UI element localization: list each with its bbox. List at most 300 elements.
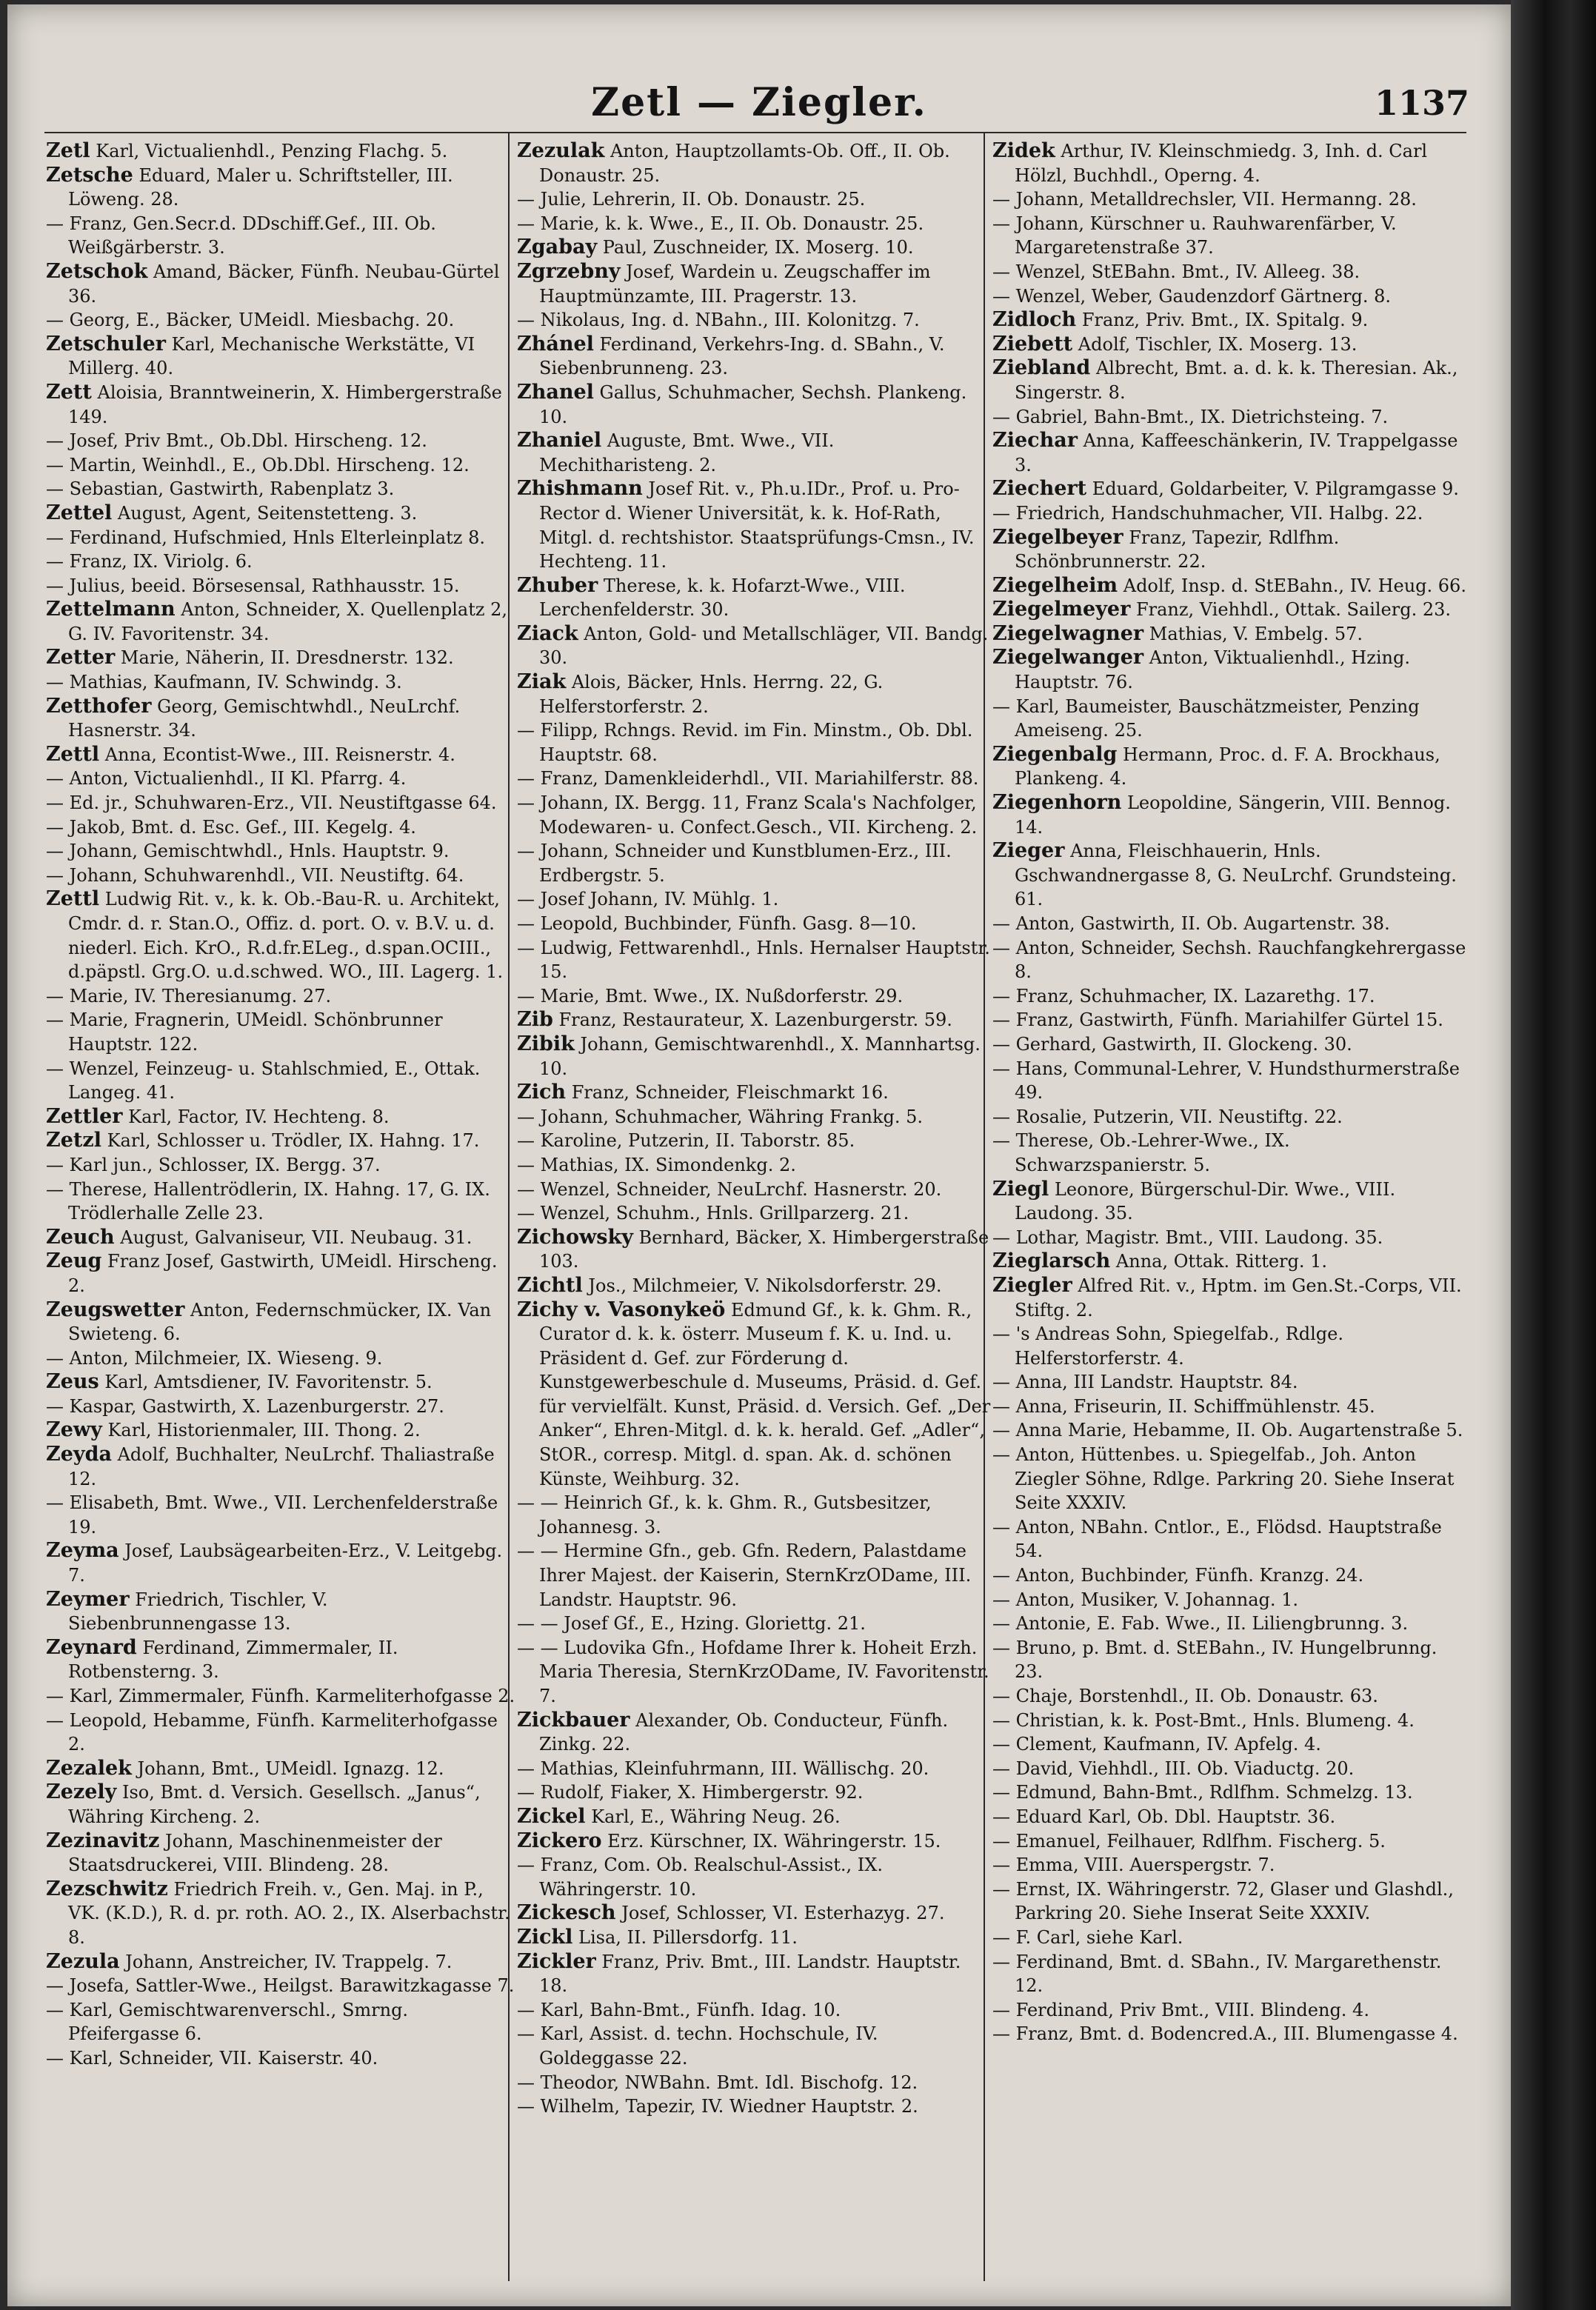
directory-entry xyxy=(992,1057,1466,1105)
entry-text: — Christian, k. k. Post-Bmt., Hnls. Blumeng. 4. xyxy=(992,1709,1415,1731)
directory-entry xyxy=(517,1780,991,1805)
entry-surname: Zickler xyxy=(517,1949,596,1973)
entry-text: — Sebastian, Gastwirth, Rabenplatz 3. xyxy=(46,478,395,500)
entry-text: — Leopold, Buchbinder, Fünfh. Gasg. 8—10. xyxy=(517,913,917,934)
entry-surname: Zidloch xyxy=(992,308,1077,332)
entry-text: — Emanuel, Feilhauer, Rdlfhm. Fischerg. 5. xyxy=(992,1830,1386,1852)
entry-text: — Anna Marie, Hebamme, II. Ob. Augartenstraße 5. xyxy=(992,1420,1463,1441)
entry-text: — Wenzel, Feinzeug- u. Stahlschmied, E., Ottak. Langeg. 41. xyxy=(46,1058,481,1104)
column-middle xyxy=(517,139,991,2287)
entry-surname: Zeymer xyxy=(46,1587,130,1611)
entry-text: — Bruno, p. Bmt. d. StEBahn., IV. Hungelbrunng. 23. xyxy=(992,1637,1438,1683)
directory-entry xyxy=(992,1370,1466,1395)
directory-entry xyxy=(46,1395,520,1419)
entry-text: Anna, Econtist-Wwe., III. Reisnerstr. 4. xyxy=(104,744,455,765)
entry-surname: Zewy xyxy=(46,1418,102,1442)
entry-text: — Julius, beeid. Börsesensal, Rathhausstr. 15. xyxy=(46,575,460,596)
entry-surname: Zeugswetter xyxy=(46,1298,185,1321)
entry-text: — Gerhard, Gastwirth, II. Glockeng. 30. xyxy=(992,1033,1352,1055)
entry-text: — Johann, Schuhwarenhdl., VII. Neustiftg. 64. xyxy=(46,864,464,886)
directory-entry xyxy=(992,1612,1466,1636)
entry-text: Johann, Bmt., UMeidl. Ignazg. 12. xyxy=(137,1757,444,1779)
entry-surname: Zich xyxy=(517,1081,567,1104)
entry-text: Leonore, Bürgerschul-Dir. Wwe., VIII. Laudong. 35. xyxy=(1015,1178,1396,1224)
entry-text: Ferdinand, Zimmermaler, II. Rotbensterng. 3. xyxy=(68,1637,398,1683)
entry-text: Karl, Factor, IV. Hechteng. 8. xyxy=(128,1106,390,1127)
entry-text: — — Heinrich Gf., k. k. Ghm. R., Gutsbesitzer, Johannesg. 3. xyxy=(517,1492,932,1538)
entry-text: — Franz, Damenkleiderhdl., VII. Mariahilferstr. 88. xyxy=(517,768,979,790)
directory-entry xyxy=(46,815,520,840)
entry-text: — Emma, VIII. Auerspergstr. 7. xyxy=(992,1855,1275,1876)
directory-entry xyxy=(517,1805,991,1829)
entry-surname: Zeus xyxy=(46,1370,99,1394)
directory-entry xyxy=(46,550,520,574)
entry-text: Eduard, Maler u. Schriftsteller, III. Löweng. 28. xyxy=(68,164,453,210)
entry-text: — Mathias, Kleinfuhrmann, III. Wällischg. 20. xyxy=(517,1757,929,1779)
entry-surname: Ziegelwanger xyxy=(992,646,1144,670)
entry-surname: Zidek xyxy=(992,139,1055,162)
entry-text: — Ludwig, Fettwarenhdl., Hnls. Hernalser Hauptstr. 15. xyxy=(517,937,990,983)
entry-text: — Johann, IX. Bergg. 11, Franz Scala's Nachfolger, Modewaren- u. Confect.Gesch., VII. Kircheng. 2. xyxy=(517,792,978,838)
directory-entry xyxy=(517,1105,991,1129)
directory-entry xyxy=(992,695,1466,743)
entry-text: Therese, k. k. Hofarzt-Wwe., VIII. Lerchenfelderstr. 30. xyxy=(539,575,906,621)
entry-text: — Ed. jr., Schuhwaren-Erz., VII. Neustiftgasse 64. xyxy=(46,792,497,814)
entry-text: Edmund Gf., k. k. Ghm. R., Curator d. k. k. österr. Museum f. K. u. Ind. u. Präsident d. Gef. zur Förderung d. Kunstgewerbeschule d. Museums, Präsid. d. Gef. für vervielfält. Kunst, Präsid. d. Versich. Gef. „Der Anker“, Ehren-Mitgl. d. k. k. herald. Gef. „Adler“, StOR., corresp. Mitgl. d. span. Ak. d. schönen Künste, Weihburg. 32. xyxy=(539,1299,991,1489)
entry-surname: Zetthofer xyxy=(46,694,152,718)
entry-text: — Theodor, NWBahn. Bmt. Idl. Bischofg. 12. xyxy=(517,2072,918,2093)
directory-entry xyxy=(517,1201,991,1226)
entry-text: — F. Carl, siehe Karl. xyxy=(992,1926,1183,1948)
directory-entry xyxy=(517,1853,991,1901)
entry-surname: Zettl xyxy=(46,887,100,911)
directory-entry xyxy=(992,1757,1466,1781)
directory-entry xyxy=(517,622,991,670)
entry-text: — Marie, k. k. Wwe., E., II. Ob. Donaustr. 25. xyxy=(517,213,924,234)
entry-text: — — Hermine Gfn., geb. Gfn. Redern, Palastdame Ihrer Majest. der Kaiserin, SternKrzODame, III. Landstr. Hauptstr. 96. xyxy=(517,1540,972,1610)
directory-entry xyxy=(517,260,991,308)
entry-text: — Rudolf, Fiaker, X. Himbergerstr. 92. xyxy=(517,1782,864,1803)
directory-entry xyxy=(46,1709,520,1757)
entry-surname: Zgrzebny xyxy=(517,259,621,283)
entry-text: — Jakob, Bmt. d. Esc. Gef., III. Kegelg. 4. xyxy=(46,816,416,838)
entry-text: — Hans, Communal-Lehrer, V. Hundsthurmerstraße 49. xyxy=(992,1058,1460,1104)
directory-entry xyxy=(46,501,520,526)
directory-entry xyxy=(992,1226,1466,1250)
directory-entry xyxy=(992,1588,1466,1612)
directory-entry xyxy=(992,1829,1466,1854)
entry-text: Anton, Federnschmücker, IX. Van Swieteng. 6. xyxy=(68,1299,492,1345)
directory-entry xyxy=(46,2046,520,2071)
directory-entry xyxy=(992,984,1466,1009)
directory-entry xyxy=(992,284,1466,309)
directory-entry xyxy=(992,1178,1466,1226)
entry-text: Gallus, Schuhmacher, Sechsh. Plankeng. 10. xyxy=(539,381,967,427)
directory-entry xyxy=(46,164,520,212)
entry-text: — Martin, Weinhdl., E., Ob.Dbl. Hirscheng. 12. xyxy=(46,454,470,475)
directory-entry xyxy=(46,1491,520,1539)
entry-text: Erz. Kürschner, IX. Währingerstr. 15. xyxy=(607,1830,941,1852)
directory-entry xyxy=(46,1370,520,1395)
directory-entry xyxy=(46,1178,520,1226)
entry-text: Hermann, Proc. d. F. A. Brockhaus, Plankeng. 4. xyxy=(1015,744,1440,790)
directory-entry xyxy=(46,1877,520,1950)
entry-text: Franz, Viehhdl., Ottak. Sailerg. 23. xyxy=(1135,599,1452,621)
entry-text: — Mathias, IX. Simondenkg. 2. xyxy=(517,1154,796,1175)
directory-entry xyxy=(517,1008,991,1032)
page-header xyxy=(7,74,1511,133)
directory-entry xyxy=(992,260,1466,284)
entry-text: — Leopold, Hebamme, Fünfh. Karmeliterhofgasse 2. xyxy=(46,1709,498,1755)
entry-surname: Zezschwitz xyxy=(46,1877,168,1900)
entry-surname: Zhishmann xyxy=(517,477,643,501)
directory-entry xyxy=(517,1926,991,1950)
entry-surname: Zeyda xyxy=(46,1443,112,1466)
entry-surname: Zeynard xyxy=(46,1635,137,1659)
entry-text: Mathias, V. Embelg. 57. xyxy=(1149,623,1363,644)
directory-entry xyxy=(46,1998,520,2046)
entry-text: Karl, Mechanische Werkstätte, VI Millerg. 40. xyxy=(68,333,475,379)
directory-entry xyxy=(46,1780,520,1829)
entry-surname: Zezinavitz xyxy=(46,1829,160,1852)
directory-entry xyxy=(517,1829,991,1854)
entry-text: Adolf, Insp. d. StEBahn., IV. Heug. 66. xyxy=(1123,575,1466,596)
entry-text: Bernhard, Bäcker, X. Himbergerstraße 103. xyxy=(539,1226,989,1272)
entry-text: Aloisia, Branntweinerin, X. Himbergerstraße 149. xyxy=(68,381,502,427)
entry-surname: Zetschuler xyxy=(46,332,166,355)
entry-surname: Ziechert xyxy=(992,477,1087,501)
entry-text: Paul, Zuschneider, IX. Moserg. 10. xyxy=(602,237,914,258)
entry-text: — Wilhelm, Tapezir, IV. Wiedner Hauptstr. 2. xyxy=(517,2096,918,2117)
directory-entry xyxy=(517,1950,991,1998)
entry-text: Anna, Ottak. Ritterg. 1. xyxy=(1115,1251,1328,1272)
entry-surname: Zezulak xyxy=(517,139,605,162)
entry-text: — Karl, Gemischtwarenverschl., Smrng. Pfeifergasse 6. xyxy=(46,1999,409,2045)
entry-surname: Ziegenhorn xyxy=(992,791,1122,815)
entry-text: — Johann, Schuhmacher, Währing Frankg. 5. xyxy=(517,1106,924,1127)
entry-text: Marie, Näherin, II. Dresdnerstr. 132. xyxy=(120,647,454,669)
entry-text: — Anna, III Landstr. Hauptstr. 84. xyxy=(992,1372,1298,1393)
entry-surname: Zett xyxy=(46,380,92,404)
directory-entry xyxy=(992,1515,1466,1563)
directory-entry xyxy=(517,1298,991,1492)
directory-entry xyxy=(46,1636,520,1684)
entry-surname: Ziechar xyxy=(992,429,1078,453)
entry-text: Karl, Amtsdiener, IV. Favoritenstr. 5. xyxy=(104,1372,433,1393)
directory-entry xyxy=(517,1709,991,1757)
directory-entry xyxy=(46,1443,520,1491)
directory-entry xyxy=(992,526,1466,574)
entry-surname: Ziegenbalg xyxy=(992,742,1118,766)
entry-text: — David, Viehhdl., III. Ob. Viaductg. 20. xyxy=(992,1757,1355,1779)
directory-entry xyxy=(517,1129,991,1153)
directory-entry xyxy=(992,1563,1466,1588)
page-number: 1137 xyxy=(1374,83,1469,123)
entry-text: Josef, Schlosser, VI. Esterhazyg. 27. xyxy=(621,1903,945,1924)
entry-surname: Ziegler xyxy=(992,1273,1072,1297)
entry-text: Eduard, Goldarbeiter, V. Pilgramgasse 9. xyxy=(1092,478,1459,500)
directory-entry xyxy=(517,1901,991,1926)
directory-entry xyxy=(992,912,1466,936)
directory-entry xyxy=(46,1539,520,1587)
entry-surname: Zeuch xyxy=(46,1225,115,1249)
directory-entry xyxy=(517,2094,991,2119)
entry-surname: Zettler xyxy=(46,1104,123,1128)
book-spine xyxy=(1511,0,1596,2310)
directory-entry xyxy=(517,477,991,573)
directory-entry xyxy=(992,1780,1466,1805)
directory-entry xyxy=(517,1274,991,1298)
entry-text: Anton, Hauptzollamts-Ob. Off., II. Ob. Donaustr. 25. xyxy=(539,141,950,186)
entry-text: — Ferdinand, Hufschmied, Hnls Elterleinplatz 8. xyxy=(46,527,485,548)
directory-entry xyxy=(46,1588,520,1636)
entry-text: — Ernst, IX. Währingerstr. 72, Glaser und Glashdl., Parkring 20. Siehe Inserat Seite XXXIV. xyxy=(992,1878,1454,1924)
entry-text: — Ferdinand, Priv Bmt., VIII. Blindeng. 4. xyxy=(992,1999,1369,2020)
directory-entry xyxy=(992,1032,1466,1057)
directory-entry xyxy=(992,1998,1466,2023)
entry-text: — Karl, Baumeister, Bauschätzmeister, Penzing Ameiseng. 25. xyxy=(992,695,1420,741)
entry-surname: Zeyma xyxy=(46,1539,119,1563)
entry-text: — — Josef Gf., E., Hzing. Gloriettg. 21. xyxy=(517,1613,866,1635)
directory-entry xyxy=(46,574,520,598)
entry-text: — Wenzel, StEBahn. Bmt., IV. Alleeg. 38. xyxy=(992,261,1360,282)
entry-surname: Zhaniel xyxy=(517,429,602,453)
directory-entry xyxy=(46,333,520,381)
directory-entry xyxy=(46,1757,520,1781)
entry-surname: Zetzl xyxy=(46,1129,101,1152)
entry-text: Anna, Fleischhauerin, Hnls. Gschwandnergasse 8, G. NeuLrchf. Grundsteing. 61. xyxy=(1015,841,1457,910)
directory-entry xyxy=(517,887,991,912)
directory-entry xyxy=(992,1926,1466,1950)
directory-entry xyxy=(46,864,520,888)
entry-text: — Julie, Lehrerin, II. Ob. Donaustr. 25. xyxy=(517,189,866,210)
entry-text: — Therese, Ob.-Lehrer-Wwe., IX. Schwarzspanierstr. 5. xyxy=(992,1130,1290,1175)
directory-entry xyxy=(46,646,520,670)
entry-text: Anna, Kaffeeschänkerin, IV. Trappelgasse 3. xyxy=(1015,430,1458,475)
entry-surname: Ziebett xyxy=(992,332,1073,355)
directory-entry xyxy=(517,1491,991,1539)
directory-entry xyxy=(992,1008,1466,1032)
entry-text: — Karl, Zimmermaler, Fünfh. Karmeliterhofgasse 2. xyxy=(46,1686,515,1706)
directory-entry xyxy=(46,1298,520,1346)
directory-entry xyxy=(992,1129,1466,1177)
directory-entry xyxy=(46,1950,520,1974)
entry-text: — Franz, Com. Ob. Realschul-Assist., IX. Währingerstr. 10. xyxy=(517,1855,883,1900)
directory-entry xyxy=(517,333,991,381)
entry-text: Franz, Tapezir, Rdlfhm. Schönbrunnerstr. 22. xyxy=(1015,527,1340,573)
entry-surname: Zeug xyxy=(46,1249,102,1273)
directory-entry xyxy=(992,622,1466,647)
entry-surname: Zichy v. Vasonykeö xyxy=(517,1298,726,1321)
directory-entry xyxy=(992,212,1466,260)
directory-entry xyxy=(517,139,991,187)
directory-entry xyxy=(46,1829,520,1877)
entry-surname: Zickel xyxy=(517,1804,586,1828)
column-left xyxy=(46,139,520,2287)
directory-entry xyxy=(517,2022,991,2070)
directory-entry xyxy=(46,212,520,260)
directory-entry xyxy=(46,1129,520,1153)
directory-entry xyxy=(46,1249,520,1298)
entry-text: — Josef Johann, IV. Mühlg. 1. xyxy=(517,889,779,910)
directory-entry xyxy=(46,1153,520,1178)
entry-text: — Karl, Schneider, VII. Kaiserstr. 40. xyxy=(46,2047,378,2069)
entry-text: — Franz, Gastwirth, Fünfh. Mariahilfer Gürtel 15. xyxy=(992,1009,1443,1031)
directory-entry xyxy=(992,501,1466,526)
directory-entry xyxy=(46,1418,520,1443)
entry-surname: Zettel xyxy=(46,501,113,524)
entry-text: — Kaspar, Gastwirth, X. Lazenburgerstr. 27. xyxy=(46,1395,444,1417)
directory-entry xyxy=(517,1998,991,2023)
entry-text: Alois, Bäcker, Hnls. Herrng. 22, G. Helferstorferstr. 2. xyxy=(539,672,884,717)
entry-text: — Wenzel, Schuhm., Hnls. Grillparzerg. 21. xyxy=(517,1203,909,1224)
entry-text: Ferdinand, Verkehrs-Ing. d. SBahn., V. Siebenbrunneng. 23. xyxy=(539,333,945,379)
entry-surname: Zhanel xyxy=(517,380,594,404)
entry-surname: Zieger xyxy=(992,839,1065,863)
directory-entry xyxy=(517,212,991,236)
directory-entry xyxy=(46,308,520,333)
directory-entry xyxy=(517,791,991,839)
entry-text: — Lothar, Magistr. Bmt., VIII. Laudong. 35. xyxy=(992,1226,1383,1248)
directory-entry xyxy=(992,1249,1466,1274)
entry-text: Auguste, Bmt. Wwe., VII. Mechitharisteng. 2. xyxy=(539,430,835,475)
directory-entry xyxy=(517,187,991,212)
directory-entry xyxy=(992,308,1466,333)
directory-entry xyxy=(517,670,991,718)
entry-text: — Franz, IX. Viriolg. 6. xyxy=(46,551,253,573)
entry-text: — Franz, Gen.Secr.d. DDschiff.Gef., III. Ob. Weißgärberstr. 3. xyxy=(46,213,436,258)
directory-entry xyxy=(46,1008,520,1056)
entry-text: — Josefa, Sattler-Wwe., Heilgst. Barawitzkagasse 7. xyxy=(46,1975,515,1997)
entry-text: — Friedrich, Handschuhmacher, VII. Halbg. 22. xyxy=(992,502,1423,524)
entry-text: — Therese, Hallentrödlerin, IX. Hahng. 17, G. IX. Trödlerhalle Zelle 23. xyxy=(46,1178,490,1224)
entry-text: — Anton, NBahn. Cntlor., E., Flödsd. Hauptstraße 54. xyxy=(992,1516,1442,1562)
entry-text: Franz, Restaurateur, X. Lazenburgerstr. 59. xyxy=(558,1009,952,1031)
entry-text: Josef Rit. v., Ph.u.IDr., Prof. u. Pro-Rector d. Wiener Universität, k. k. Hof-Rath, Mitgl. d. rechtshistor. Staatsprüfungs-Cmsn., IV. Hechteng. 11. xyxy=(539,478,975,573)
header-rule xyxy=(44,132,1466,133)
directory-entry xyxy=(46,1105,520,1129)
entry-surname: Zezely xyxy=(46,1780,117,1804)
entry-text: August, Agent, Seitenstetteng. 3. xyxy=(117,502,418,524)
directory-entry xyxy=(992,646,1466,694)
directory-entry xyxy=(992,1709,1466,1733)
directory-entry xyxy=(46,1974,520,1998)
directory-entry xyxy=(992,839,1466,912)
entry-text: — Marie, IV. Theresianumg. 27. xyxy=(46,985,332,1007)
directory-entry xyxy=(992,743,1466,791)
directory-entry xyxy=(46,695,520,743)
entry-surname: Zichtl xyxy=(517,1273,583,1297)
directory-entry xyxy=(517,1081,991,1105)
entry-text: Franz, Priv. Bmt., III. Landstr. Hauptstr. 18. xyxy=(539,1951,961,1997)
directory-entry xyxy=(517,1178,991,1202)
entry-text: — Anna, Friseurin, II. Schiffmühlenstr. 45. xyxy=(992,1395,1375,1417)
entry-text: — Wenzel, Weber, Gaudenzdorf Gärtnerg. 8. xyxy=(992,285,1392,307)
entry-text: — Elisabeth, Bmt. Wwe., VII. Lerchenfelderstraße 19. xyxy=(46,1492,498,1538)
entry-surname: Zetschok xyxy=(46,259,148,283)
entry-text: — Karl jun., Schlosser, IX. Bergg. 37. xyxy=(46,1154,381,1175)
entry-text: Franz Josef, Gastwirth, UMeidl. Hirscheng. 2. xyxy=(68,1251,498,1296)
directory-entry xyxy=(517,1757,991,1781)
directory-entry xyxy=(992,1322,1466,1370)
entry-text: — — Ludovika Gfn., Hofdame Ihrer k. Hoheit Erzh. Maria Theresia, SternKrzODame, IV. Favoritenstr. 7. xyxy=(517,1637,989,1706)
entry-text: — Filipp, Rchngs. Revid. im Fin. Minstm., Ob. Dbl. Hauptstr. 68. xyxy=(517,720,973,765)
directory-entry xyxy=(992,187,1466,212)
directory-entry xyxy=(992,1443,1466,1515)
entry-text: — Anton, Hüttenbes. u. Spiegelfab., Joh. Anton Ziegler Söhne, Rdlge. Parkring 20. Siehe Inserat Seite XXXIV. xyxy=(992,1444,1455,1514)
directory-entry xyxy=(46,984,520,1009)
page-title: Zetl — Ziegler. xyxy=(591,80,927,125)
directory-entry xyxy=(517,718,991,767)
entry-surname: Ziegl xyxy=(992,1177,1049,1201)
entry-surname: Zickbauer xyxy=(517,1708,630,1732)
entry-text: — Marie, Bmt. Wwe., IX. Nußdorferstr. 29. xyxy=(517,985,904,1007)
entry-text: — Franz, Schuhmacher, IX. Lazarethg. 17. xyxy=(992,985,1375,1007)
entry-text: — Eduard Karl, Ob. Dbl. Hauptstr. 36. xyxy=(992,1806,1336,1827)
entry-surname: Zetl xyxy=(46,139,90,162)
directory-entry xyxy=(992,405,1466,430)
entry-text: Leopoldine, Sängerin, VIII. Bennog. 14. xyxy=(1015,792,1451,838)
directory-entry xyxy=(46,1226,520,1250)
entry-text: — Anton, Buchbinder, Fünfh. Kranzg. 24. xyxy=(992,1565,1364,1586)
directory-entry xyxy=(517,767,991,791)
entry-text: — Johann, Schneider und Kunstblumen-Erz., III. Erdbergstr. 5. xyxy=(517,841,952,886)
entry-surname: Ziegelmeyer xyxy=(992,598,1131,621)
entry-text: Johann, Maschinenmeister der Staatsdruckerei, VIII. Blindeng. 28. xyxy=(68,1830,442,1876)
directory-entry xyxy=(517,1032,991,1081)
entry-text: Karl, Victualienhdl., Penzing Flachg. 5. xyxy=(96,141,448,161)
entry-text: — Karl, Bahn-Bmt., Fünfh. Idag. 10. xyxy=(517,1999,841,2020)
directory-entry xyxy=(46,1684,520,1709)
directory-entry xyxy=(992,1636,1466,1684)
entry-text: — Gabriel, Bahn-Bmt., IX. Dietrichsteing. 7. xyxy=(992,406,1389,427)
entry-surname: Zib xyxy=(517,1008,553,1032)
entry-text: — Georg, E., Bäcker, UMeidl. Miesbachg. 20. xyxy=(46,310,455,331)
entry-text: Josef, Laubsägearbeiten-Erz., V. Leitgebg. 7. xyxy=(68,1540,503,1586)
entry-text: Franz, Priv. Bmt., IX. Spitalg. 9. xyxy=(1081,310,1369,331)
directory-entry xyxy=(46,1057,520,1105)
directory-entry xyxy=(46,453,520,478)
directory-entry xyxy=(517,839,991,887)
entry-text: — Mathias, Kaufmann, IV. Schwindg. 3. xyxy=(46,672,402,693)
directory-entry xyxy=(46,670,520,695)
entry-text: — Anton, Milchmeier, IX. Wieseng. 9. xyxy=(46,1347,383,1369)
entry-text: — Johann, Metalldrechsler, VII. Hermanng. 28. xyxy=(992,189,1417,210)
entry-surname: Zgabay xyxy=(517,236,598,259)
entry-text: — Anton, Schneider, Sechsh. Rauchfangkehrergasse 8. xyxy=(992,937,1466,983)
entry-surname: Ziegelwagner xyxy=(992,621,1144,645)
entry-text: — Wenzel, Schneider, NeuLrchf. Hasnerstr. 20. xyxy=(517,1178,942,1200)
directory-entry xyxy=(46,526,520,550)
entry-text: — Anton, Victualienhdl., II Kl. Pfarrg. 4. xyxy=(46,768,407,790)
entry-text: — Anton, Gastwirth, II. Ob. Augartenstr. 38. xyxy=(992,913,1390,934)
directory-entry xyxy=(992,1105,1466,1129)
entry-text: Iso, Bmt. d. Versich. Gesellsch. „Janus“, Währing Kircheng. 2. xyxy=(68,1782,481,1827)
directory-entry xyxy=(517,1612,991,1636)
column-right xyxy=(992,139,1466,2287)
directory-entry xyxy=(46,743,520,767)
directory-entry xyxy=(46,139,520,164)
entry-surname: Zetter xyxy=(46,646,116,670)
directory-entry xyxy=(46,791,520,815)
entry-text: — Edmund, Bahn-Bmt., Rdlfhm. Schmelzg. 13. xyxy=(992,1782,1413,1803)
entry-surname: Zetsche xyxy=(46,163,133,187)
directory-entry xyxy=(517,236,991,260)
entry-surname: Zhánel xyxy=(517,332,594,355)
directory-entry xyxy=(517,936,991,984)
directory-entry xyxy=(517,1153,991,1178)
directory-entry xyxy=(992,1732,1466,1757)
